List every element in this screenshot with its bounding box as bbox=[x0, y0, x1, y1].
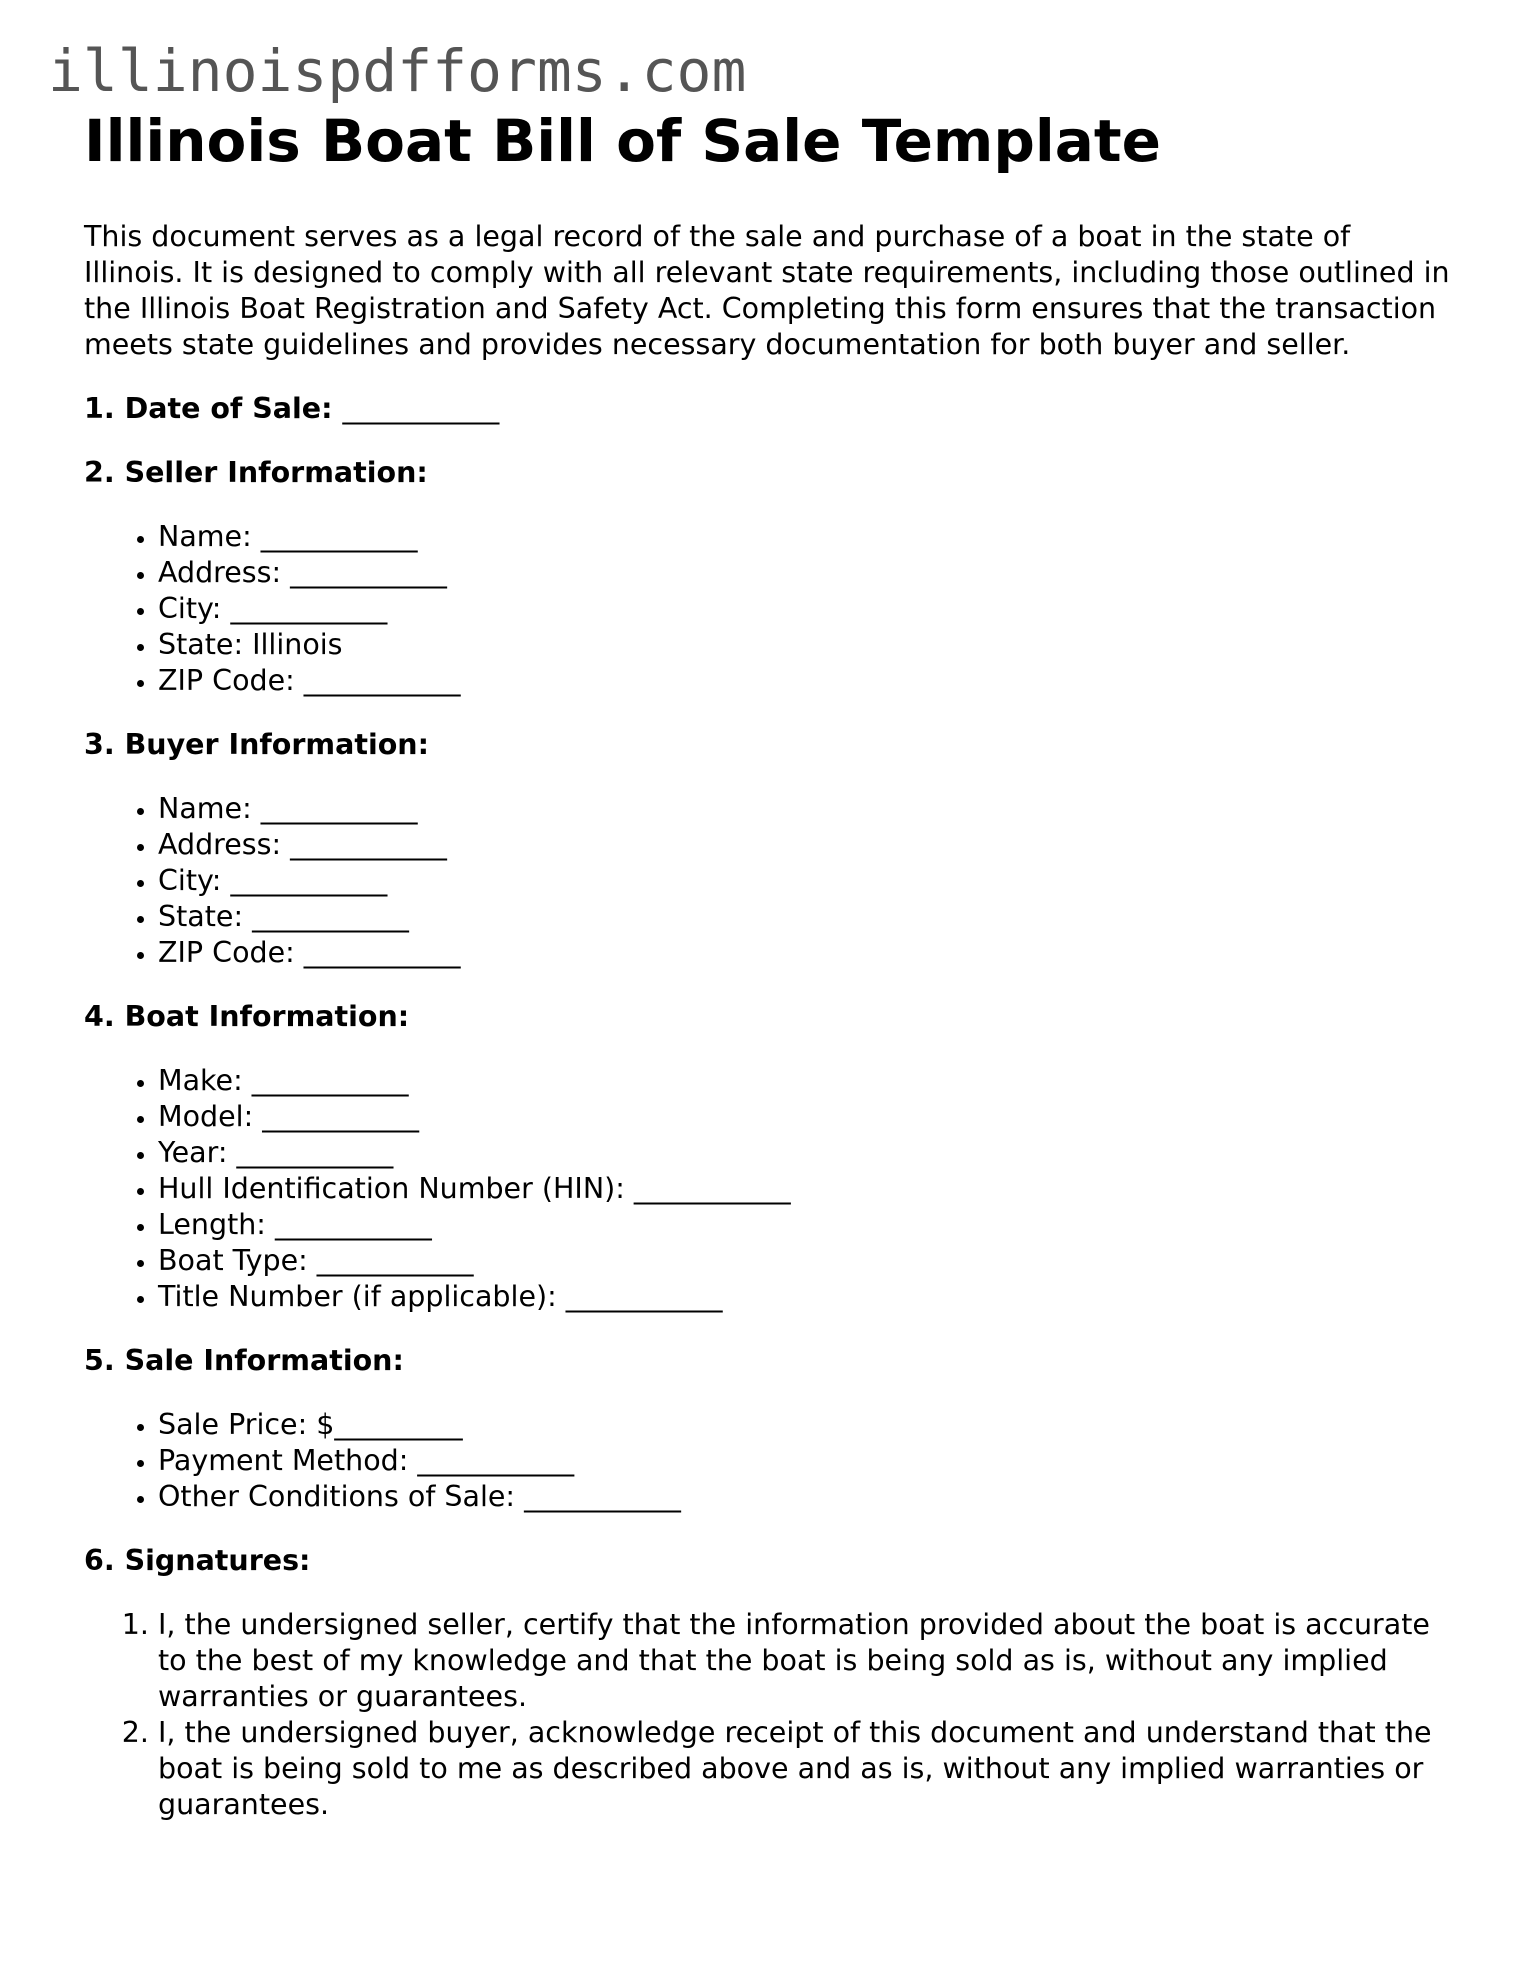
buyer-state-field[interactable]: • State: ___________ bbox=[158, 899, 1454, 935]
signatures-list bbox=[84, 1607, 1454, 1823]
seller-address-field[interactable]: • Address: ___________ bbox=[158, 555, 1454, 591]
document-body bbox=[84, 108, 1454, 1851]
sale-info-heading: 5. Sale Information: bbox=[84, 1343, 404, 1377]
intro-paragraph: This document serves as a legal record of the sale and purchase of a boat in the state of Illinois. It is designed to comply with all relevant state requirements, including those outlined in the Illinois Boat Registration and Safety Act. Completing this form ensures that the transaction meets state guidelines and provides necessary documentation for both buyer and seller. bbox=[84, 219, 1450, 361]
date-of-sale-label: 1. Date of Sale: bbox=[84, 391, 333, 425]
buyer-city-field[interactable]: • City: ___________ bbox=[158, 863, 1454, 899]
signatures-heading: 6. Signatures: bbox=[84, 1543, 311, 1577]
seller-certification: 1. I, the undersigned seller, certify that the information provided about the boat is accurate to the best of my knowledge and that the boat is being sold as is, without any implied warranties or guarantees. bbox=[158, 1607, 1454, 1715]
sale-price-field[interactable]: • Sale Price: $_________ bbox=[158, 1407, 1454, 1443]
boat-title-number-field[interactable]: • Title Number (if applicable): ___________ bbox=[158, 1279, 1454, 1315]
boat-model-field[interactable]: • Model: ___________ bbox=[158, 1099, 1454, 1135]
payment-method-field[interactable]: • Payment Method: ___________ bbox=[158, 1443, 1454, 1479]
other-conditions-field[interactable]: • Other Conditions of Sale: ___________ bbox=[158, 1479, 1454, 1515]
seller-info-list bbox=[84, 519, 1454, 699]
buyer-info-list bbox=[84, 791, 1454, 971]
page-title: Illinois Boat Bill of Sale Template bbox=[84, 107, 1161, 175]
boat-info-list bbox=[84, 1063, 1454, 1315]
boat-type-field[interactable]: • Boat Type: ___________ bbox=[158, 1243, 1454, 1279]
seller-state-field: • State: Illinois bbox=[158, 627, 1454, 663]
seller-info-heading: 2. Seller Information: bbox=[84, 455, 428, 489]
buyer-zip-field[interactable]: • ZIP Code: ___________ bbox=[158, 935, 1454, 971]
site-watermark: illinoispdfforms.com bbox=[48, 37, 747, 105]
date-of-sale-heading bbox=[84, 391, 1454, 427]
boat-info-heading: 4. Boat Information: bbox=[84, 999, 410, 1033]
boat-length-field[interactable]: • Length: ___________ bbox=[158, 1207, 1454, 1243]
seller-name-field[interactable]: • Name: ___________ bbox=[158, 519, 1454, 555]
sale-info-list bbox=[84, 1407, 1454, 1515]
buyer-acknowledgement: 2. I, the undersigned buyer, acknowledge receipt of this document and understand that the boat is being sold to me as described above and as is, without any implied warranties or guarantees. bbox=[158, 1715, 1454, 1823]
boat-year-field[interactable]: • Year: ___________ bbox=[158, 1135, 1454, 1171]
seller-zip-field[interactable]: • ZIP Code: ___________ bbox=[158, 663, 1454, 699]
buyer-address-field[interactable]: • Address: ___________ bbox=[158, 827, 1454, 863]
boat-hin-field[interactable]: • Hull Identification Number (HIN): ___________ bbox=[158, 1171, 1454, 1207]
boat-make-field[interactable]: • Make: ___________ bbox=[158, 1063, 1454, 1099]
buyer-name-field[interactable]: • Name: ___________ bbox=[158, 791, 1454, 827]
date-of-sale-field[interactable]: ___________ bbox=[342, 391, 500, 425]
seller-city-field[interactable]: • City: ___________ bbox=[158, 591, 1454, 627]
buyer-info-heading: 3. Buyer Information: bbox=[84, 727, 429, 761]
